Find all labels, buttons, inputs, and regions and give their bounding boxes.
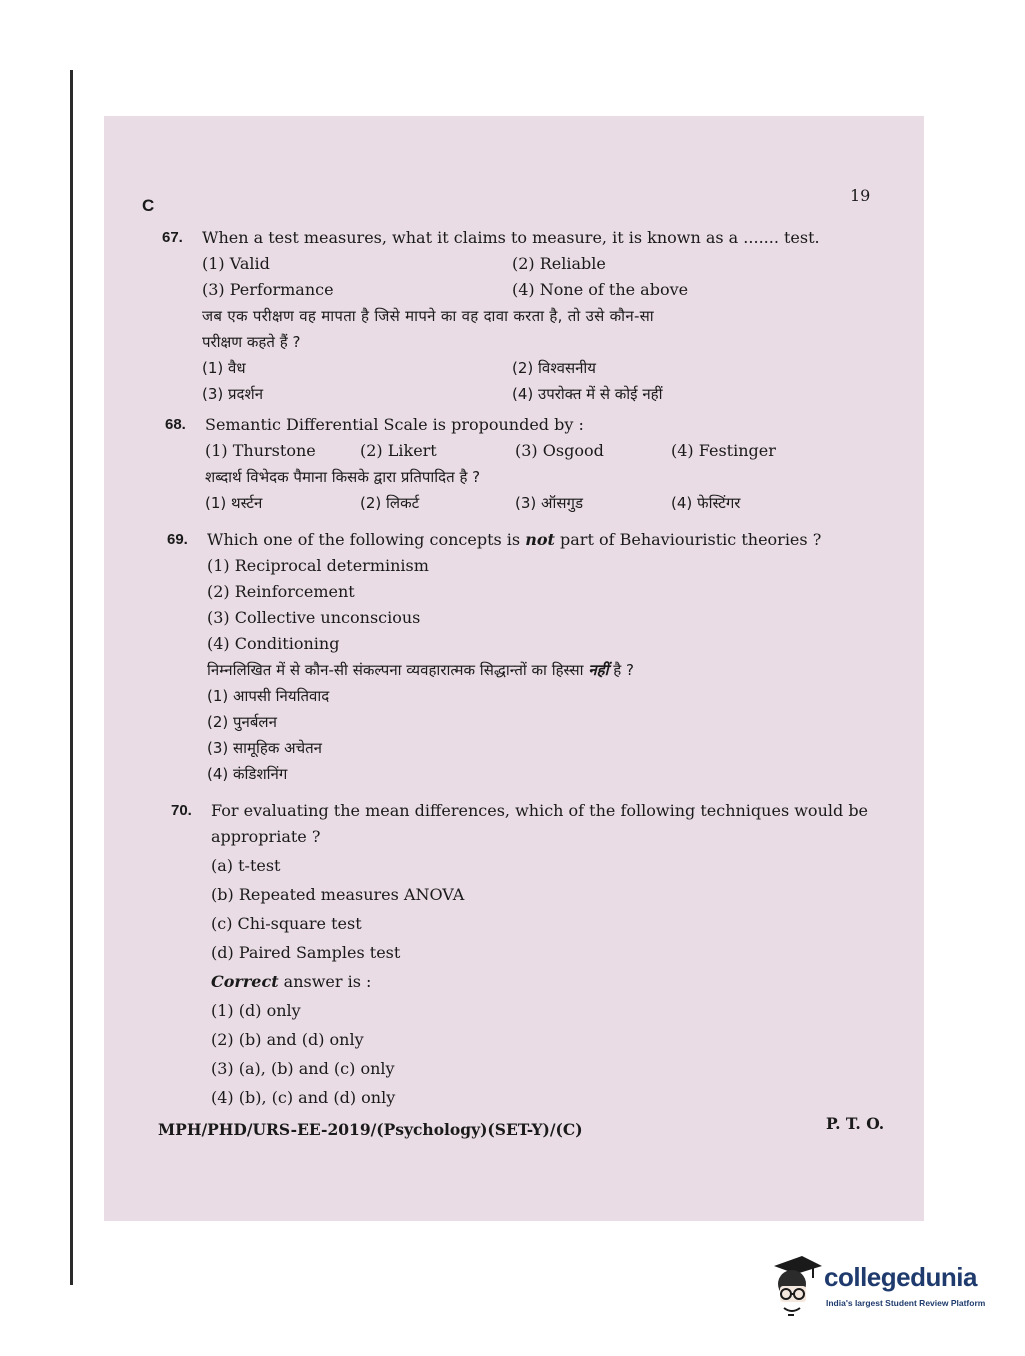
question-69 xyxy=(167,527,867,787)
question-text-hi-cont: परीक्षण कहते हैं ? xyxy=(202,333,301,351)
option-3: (3) Collective unconscious xyxy=(207,608,421,627)
option-2-hi: (2) लिकर्ट xyxy=(360,494,420,512)
question-text-hi: शब्दार्थ विभेदक पैमाना किसके द्वारा प्रतिपादित है ? xyxy=(205,468,481,486)
question-number: 68. xyxy=(165,416,186,433)
item-b: (b) Repeated measures ANOVA xyxy=(211,885,465,904)
question-text-en-cont: appropriate ? xyxy=(211,827,321,846)
option-1: (1) Reciprocal determinism xyxy=(207,556,429,575)
option-4: (4) None of the above xyxy=(512,280,689,299)
item-c: (c) Chi-square test xyxy=(211,914,362,933)
option-2: (2) Reliable xyxy=(512,254,606,273)
option-3-hi: (3) प्रदर्शन xyxy=(202,385,264,403)
question-text-en: When a test measures, what it claims to measure, it is known as a ....... test. xyxy=(202,228,820,247)
option-4: (4) Festinger xyxy=(671,441,776,460)
option-2-hi: (2) पुनर्बलन xyxy=(207,713,277,731)
set-code: C xyxy=(142,196,155,215)
option-1: (1) (d) only xyxy=(211,1001,301,1020)
page-number: 19 xyxy=(850,186,871,205)
item-d: (d) Paired Samples test xyxy=(211,943,401,962)
question-text-en: Which one of the following concepts is not part of Behaviouristic theories ? xyxy=(207,530,822,549)
option-1-hi: (1) वैध xyxy=(202,359,246,377)
collegedunia-logo xyxy=(768,1252,998,1322)
option-4: (4) (b), (c) and (d) only xyxy=(211,1088,396,1107)
pto-label: P. T. O. xyxy=(826,1114,885,1133)
paper-code: MPH/PHD/URS-EE-2019/(Psychology)(SET-Y)/(C) xyxy=(158,1120,583,1139)
option-1: (1) Thurstone xyxy=(205,441,316,460)
option-3: (3) Osgood xyxy=(515,441,604,460)
logo-wordmark: collegedunia xyxy=(824,1262,977,1292)
option-1: (1) Valid xyxy=(202,254,270,273)
question-text-hi: जब एक परीक्षण वह मापता है जिसे मापने का वह दावा करता है, तो उसे कौन-सा xyxy=(202,307,654,325)
question-number: 70. xyxy=(171,802,192,819)
option-3: (3) Performance xyxy=(202,280,334,299)
option-4-hi: (4) कंडिशनिंग xyxy=(207,765,288,783)
correct-answer-label: Correct answer is : xyxy=(211,972,372,991)
question-70 xyxy=(171,798,871,1112)
option-4-hi: (4) फेस्टिंगर xyxy=(671,494,741,512)
question-67 xyxy=(162,225,862,407)
logo-tagline: India's largest Student Review Platform xyxy=(826,1298,986,1308)
question-text-en: Semantic Differential Scale is propounded by : xyxy=(205,415,584,434)
question-number: 69. xyxy=(167,531,188,548)
option-2: (2) Reinforcement xyxy=(207,582,355,601)
option-2: (2) Likert xyxy=(360,441,437,460)
question-text-en: For evaluating the mean differences, which of the following techniques would be xyxy=(211,801,869,820)
option-4-hi: (4) उपरोक्त में से कोई नहीं xyxy=(512,385,663,403)
emphasis-nahin: नहीं xyxy=(588,661,609,679)
option-3-hi: (3) ऑसगुड xyxy=(515,494,583,512)
option-3-hi: (3) सामूहिक अचेतन xyxy=(207,739,323,757)
option-1-hi: (1) थर्स्टन xyxy=(205,494,263,512)
question-text-hi: निम्नलिखित में से कौन-सी संकल्पना व्यवहारात्मक सिद्धान्तों का हिस्सा नहीं है ? xyxy=(207,661,634,679)
question-68 xyxy=(165,412,865,516)
option-4: (4) Conditioning xyxy=(207,634,340,653)
option-2: (2) (b) and (d) only xyxy=(211,1030,364,1049)
option-1-hi: (1) आपसी नियतिवाद xyxy=(207,687,330,705)
emphasis-not: not xyxy=(525,530,555,549)
option-3: (3) (a), (b) and (c) only xyxy=(211,1059,395,1078)
scan-edge xyxy=(70,70,73,1285)
mascot-icon xyxy=(768,1252,824,1322)
option-2-hi: (2) विश्वसनीय xyxy=(512,359,597,377)
question-number: 67. xyxy=(162,229,183,246)
item-a: (a) t-test xyxy=(211,856,281,875)
